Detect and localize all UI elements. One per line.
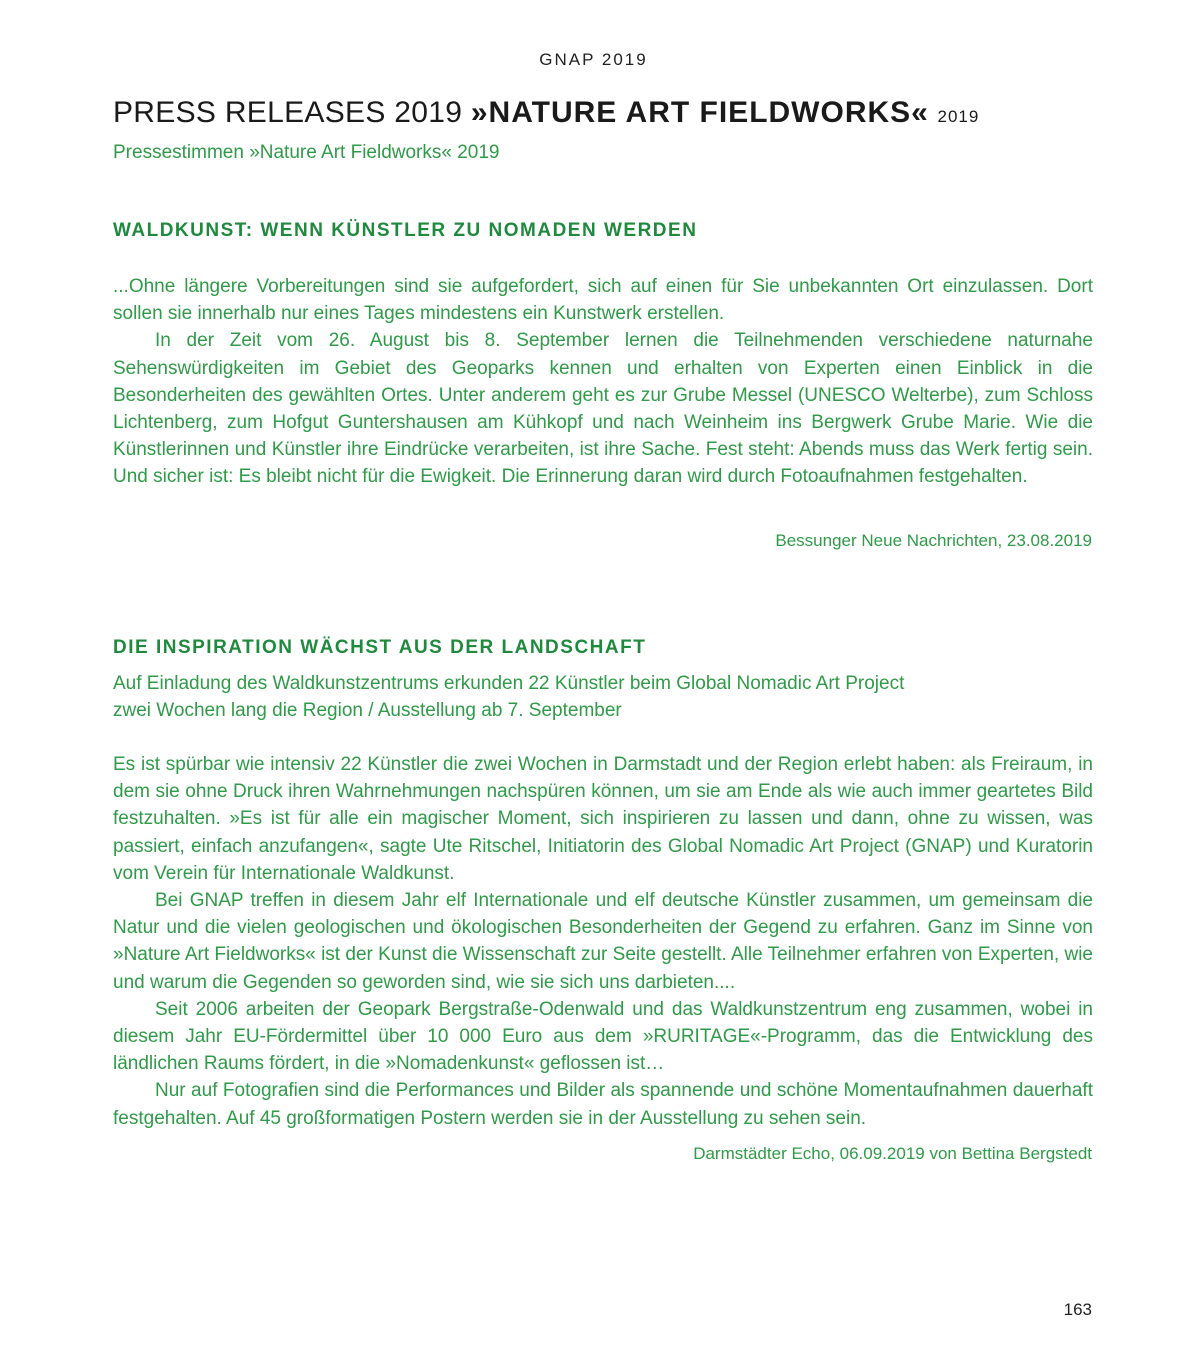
- page-title: [113, 96, 1093, 130]
- article1-source: Bessunger Neue Nachrichten, 23.08.2019: [775, 531, 1092, 550]
- page-number: 163: [1063, 1300, 1092, 1319]
- article2-paragraph: Nur auf Fotografien sind die Performances und Bilder als spannende und schöne Momentaufnahmen dauerhaft festgehalten. Auf 45 großformatigen Postern werden sie in der Ausstellung zu sehen sein.: [113, 1080, 1093, 1129]
- page-subtitle: Pressestimmen »Nature Art Fieldworks« 2019: [113, 142, 500, 163]
- article2-lead-line: zwei Wochen lang die Region / Ausstellung ab 7. September: [113, 700, 622, 722]
- article1-paragraph: ...Ohne längere Vorbereitungen sind sie aufgefordert, sich auf einen für Sie unbekannten Ort einzulassen. Dort sollen sie innerhalb nur eines Tages mindestens ein Kunstwerk erstellen.: [113, 276, 1093, 325]
- title-light: PRESS RELEASES 2019: [113, 96, 471, 129]
- article2-paragraph: Bei GNAP treffen in diesem Jahr elf Internationale und elf deutsche Künstler zusammen, um gemeinsam die Natur und die vielen geologischen und ökologischen Besonderheiten der Gegend zu erfahren. Ganz im Sinne von »Nature Art Fieldworks« ist der Kunst die Wissenschaft zur Seite gestellt. Alle Teilnehmer erfahren von Experten, wie und warum die Gegenden so geworden sind, wie sie sich uns darbieten....: [113, 890, 1093, 993]
- article2-heading: DIE INSPIRATION WÄCHST AUS DER LANDSCHAFT: [113, 637, 647, 658]
- article2-lead-line: Auf Einladung des Waldkunstzentrums erkunden 22 Künstler beim Global Nomadic Art Project: [113, 673, 905, 694]
- article2-lead: [113, 670, 1093, 724]
- article2-paragraph: Seit 2006 arbeiten der Geopark Bergstraße-Odenwald und das Waldkunstzentrum eng zusammen, wobei in diesem Jahr EU-Fördermittel über 10 000 Euro aus dem »RURITAGE«-Programm, das die Entwicklung des ländlichen Raums fördert, in die »Nomadenkunst« geflossen ist…: [113, 998, 1093, 1075]
- article2-source: Darmstädter Echo, 06.09.2019 von Bettina Bergstedt: [693, 1144, 1092, 1163]
- article1-body: [113, 273, 1093, 491]
- article2-paragraph: Es ist spürbar wie intensiv 22 Künstler die zwei Wochen in Darmstadt und der Region erlebt haben: als Freiraum, in dem sie ohne Druck ihren Wahrnehmungen nachspüren können, um sie am Ende als wie auch immer geartetes Bild festzuhalten. »Es ist für alle ein magischer Moment, sich inspirieren zu lassen und dann, ohne zu wissen, was passiert, einfach anzufangen«, sagte Ute Ritschel, Initiatorin des Global Nomadic Art Project (GNAP) und Kuratorin vom Verein für Internationale Waldkunst.: [113, 754, 1093, 884]
- article2-body: [113, 751, 1093, 1132]
- article1-heading: WALDKUNST: WENN KÜNSTLER ZU NOMADEN WERDEN: [113, 220, 698, 241]
- title-bold: »NATURE ART FIELDWORKS«: [470, 96, 929, 129]
- title-year: 2019: [937, 107, 980, 126]
- running-head: GNAP 2019: [539, 50, 648, 69]
- article1-paragraph: In der Zeit vom 26. August bis 8. September lernen die Teilnehmenden verschiedene naturnahe Sehenswürdigkeiten im Gebiet des Geoparks kennen und erhalten von Experten einen Einblick in die Besonderheiten des gewählten Ortes. Unter anderem geht es zur Grube Messel (UNESCO Welterbe), zum Schloss Lichtenberg, zum Hofgut Guntershausen am Kühkopf und nach Weinheim ins Bergwerk Grube Marie. Wie die Künstlerinnen und Künstler ihre Eindrücke verarbeiten, ist ihre Sache. Fest steht: Abends muss das Werk fertig sein. Und sicher ist: Es bleibt nicht für die Ewigkeit. Die Erinnerung daran wird durch Fotoaufnahmen festgehalten.: [113, 330, 1093, 488]
